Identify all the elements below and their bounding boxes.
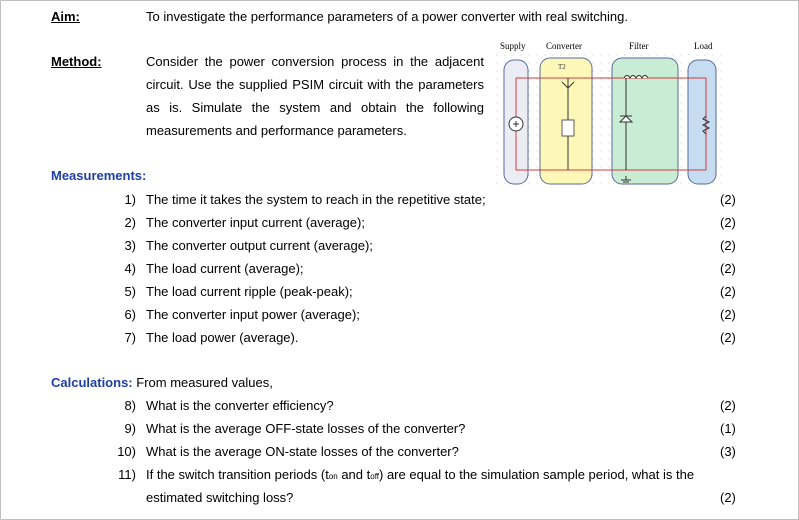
item-number: 5) [124,284,136,299]
filter-label: Filter [629,41,649,51]
supply-label: Supply [500,41,526,51]
item-number: 2) [124,215,136,230]
item-number: 11) [118,467,136,482]
item-marks: (1) [720,421,736,436]
measurement-item-4: The load current (average); [146,261,304,276]
measurement-item-7: The load power (average). [146,330,299,345]
item-number: 8) [124,398,136,413]
item-number: 7) [124,330,136,345]
switch-label: T2 [558,63,566,71]
calculations-intro-line [51,375,273,391]
measurements-heading: Measurements: [51,168,147,183]
item-number: 1) [124,192,136,207]
item-marks: (2) [720,284,736,299]
method-line-1: Consider the power conversion process in the adjacent [146,54,484,69]
item-number: 9) [124,421,136,436]
measurement-item-1: The time it takes the system to reach in the repetitive state; [146,192,486,207]
item-marks: (3) [720,444,736,459]
method-line-4: measurements and performance parameters. [146,123,407,138]
measurement-item-5: The load current ripple (peak-peak); [146,284,353,299]
calculation-item-11-line-2: estimated switching loss? [146,490,294,505]
measurement-item-3: The converter output current (average); [146,238,373,253]
calculation-item-8: What is the converter efficiency? [146,398,334,413]
measurement-item-2: The converter input current (average); [146,215,365,230]
measurement-item-6: The converter input power (average); [146,307,360,322]
item-number: 6) [124,307,136,322]
calculations-heading: Calculations: [51,375,133,390]
item-marks: (2) [720,490,736,505]
method-line-2: circuit. Use the supplied PSIM circuit with the parameters [146,77,484,92]
item-marks: (2) [720,307,736,322]
calculation-item-11: If the switch transition periods (ton and toff) are equal to the simulation sample period, what is the [146,467,695,482]
calculation-item-10: What is the average ON-state losses of the converter? [146,444,459,459]
item-number: 10) [117,444,136,459]
item-marks: (2) [720,398,736,413]
item-marks: (2) [720,261,736,276]
aim-text: To investigate the performance parameters of a power converter with real switching. [146,9,628,24]
item-marks: (2) [720,330,736,345]
load-block [688,60,716,184]
method-line-3: as is. Simulate the system and obtain the following [146,100,484,115]
calculation-item-9: What is the average OFF-state losses of the converter? [146,421,466,436]
load-label: Load [694,41,713,51]
item-number: 3) [124,238,136,253]
item-marks: (2) [720,238,736,253]
item-marks: (2) [720,192,736,207]
item-marks: (2) [720,215,736,230]
method-label: Method: [51,54,102,69]
calculations-intro: From measured values, [136,375,273,390]
circuit-diagram [496,38,722,190]
aim-label: Aim: [51,9,80,24]
item-number: 4) [124,261,136,276]
converter-label: Converter [546,41,582,51]
